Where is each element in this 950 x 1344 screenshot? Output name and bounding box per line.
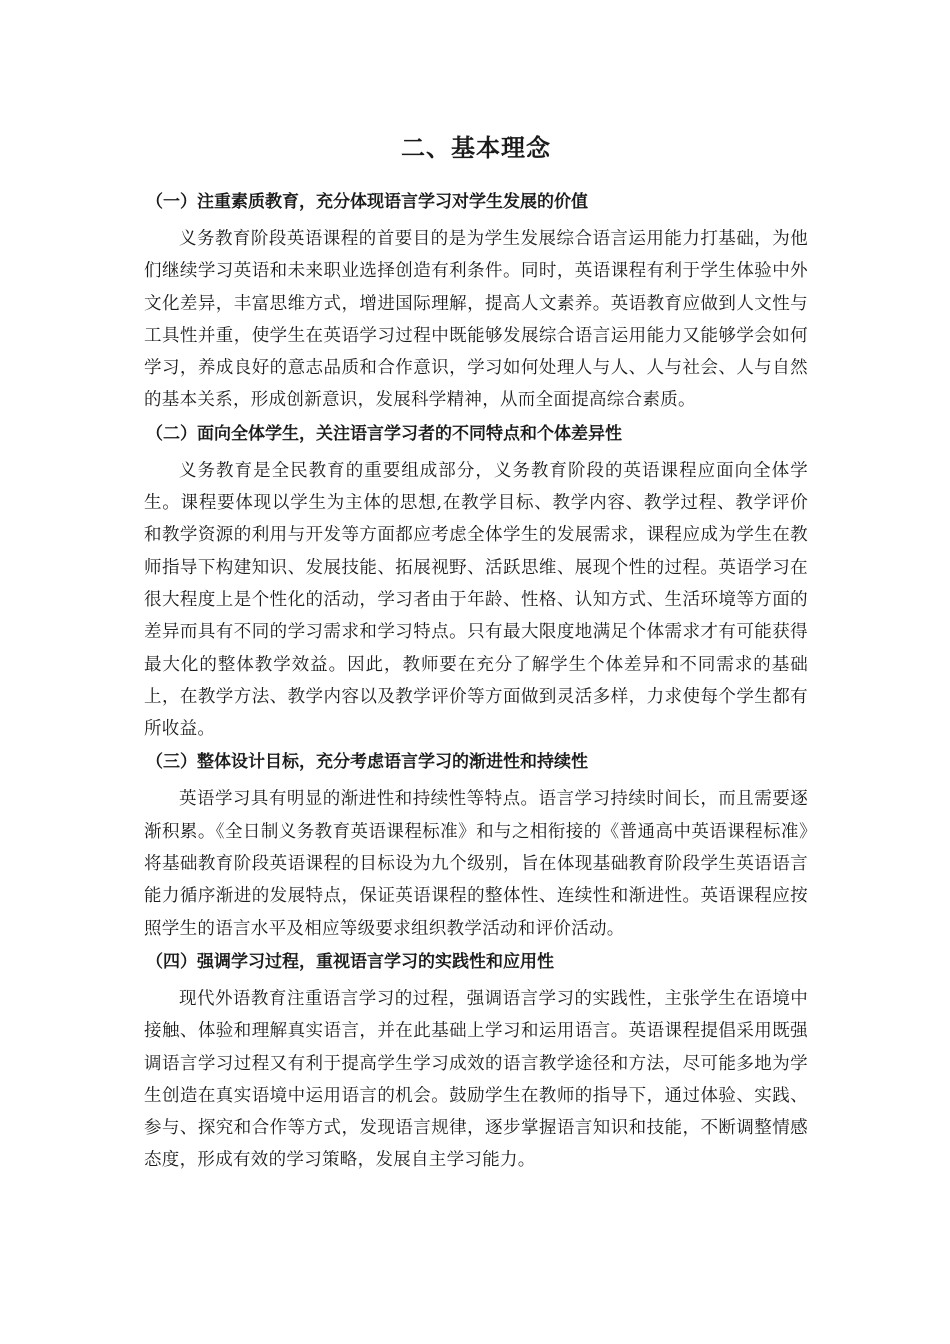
- section-4: [144, 950, 808, 1177]
- section-heading: （三）整体设计目标，充分考虑语言学习的渐进性和持续性: [146, 752, 588, 773]
- section-paragraph: 义务教育阶段英语课程的首要目的是为学生发展综合语言运用能力打基础，为他们继续学习英语和未来职业选择创造有利条件。同时，英语课程有利于学生体验中外文化差异，丰富思维方式，增进国际理解，提高人文素养。英语教育应做到人文性与工具性并重，使学生在英语学习过程中既能够发展综合语言运用能力又能够学会如何学习，养成良好的意志品质和合作意识，学习如何处理人与人、人与社会、人与自然的基本关系，形成创新意识，发展科学精神，从而全面提高综合素质。: [144, 229, 808, 411]
- section-paragraph: 英语学习具有明显的渐进性和持续性等特点。语言学习持续时间长，而且需要逐渐积累。《全日制义务教育英语课程标准》和与之相衔接的《普通高中英语课程标准》将基础教育阶段英语课程的目标设为九个级别，旨在体现基础教育阶段学生英语语言能力循序渐进的发展特点，保证英语课程的整体性、连续性和渐进性。英语课程应按照学生的语言水平及相应等级要求组织教学活动和评价活动。: [144, 789, 808, 939]
- section-paragraph: 现代外语教育注重语言学习的过程，强调语言学习的实践性，主张学生在语境中接触、体验和理解真实语言，并在此基础上学习和运用语言。英语课程提倡采用既强调语言学习过程又有利于提高学生学习成效的语言教学途径和方法，尽可能多地为学生创造在真实语境中运用语言的机会。鼓励学生在教师的指导下，通过体验、实践、参与、探究和合作等方式，发现语言规律，逐步掌握语言知识和技能，不断调整情感态度，形成有效的学习策略，发展自主学习能力。: [144, 988, 808, 1171]
- section-heading: （四）强调学习过程，重视语言学习的实践性和应用性: [146, 951, 554, 972]
- page-title: 二、基本理念: [401, 134, 551, 162]
- section-heading: （一）注重素质教育，充分体现语言学习对学生发展的价值: [146, 192, 588, 212]
- section-3: [144, 750, 808, 944]
- section-heading: （二）面向全体学生，关注语言学习者的不同特点和个体差异性: [146, 423, 622, 444]
- section-2: [144, 422, 808, 746]
- section-1: [144, 190, 808, 417]
- section-paragraph: 义务教育是全民教育的重要组成部分，义务教育阶段的英语课程应面向全体学生。课程要体现以学生为主体的思想,在教学目标、教学内容、教学过程、教学评价和教学资源的利用与开发等方面都应考虑全体学生的发展需求，课程应成为学生在教师指导下构建知识、发展技能、拓展视野、活跃思维、展现个性的过程。英语学习在很大程度上是个性化的活动，学习者由于年龄、性格、认知方式、生活环境等方面的差异而具有不同的学习需求和学习特点。只有最大限度地满足个体需求才有可能获得最大化的整体教学效益。因此，教师要在充分了解学生个体差异和不同需求的基础上，在教学方法、教学内容以及教学评价等方面做到灵活多样，力求使每个学生都有所收益。: [144, 460, 808, 740]
- document-page: [144, 128, 808, 1182]
